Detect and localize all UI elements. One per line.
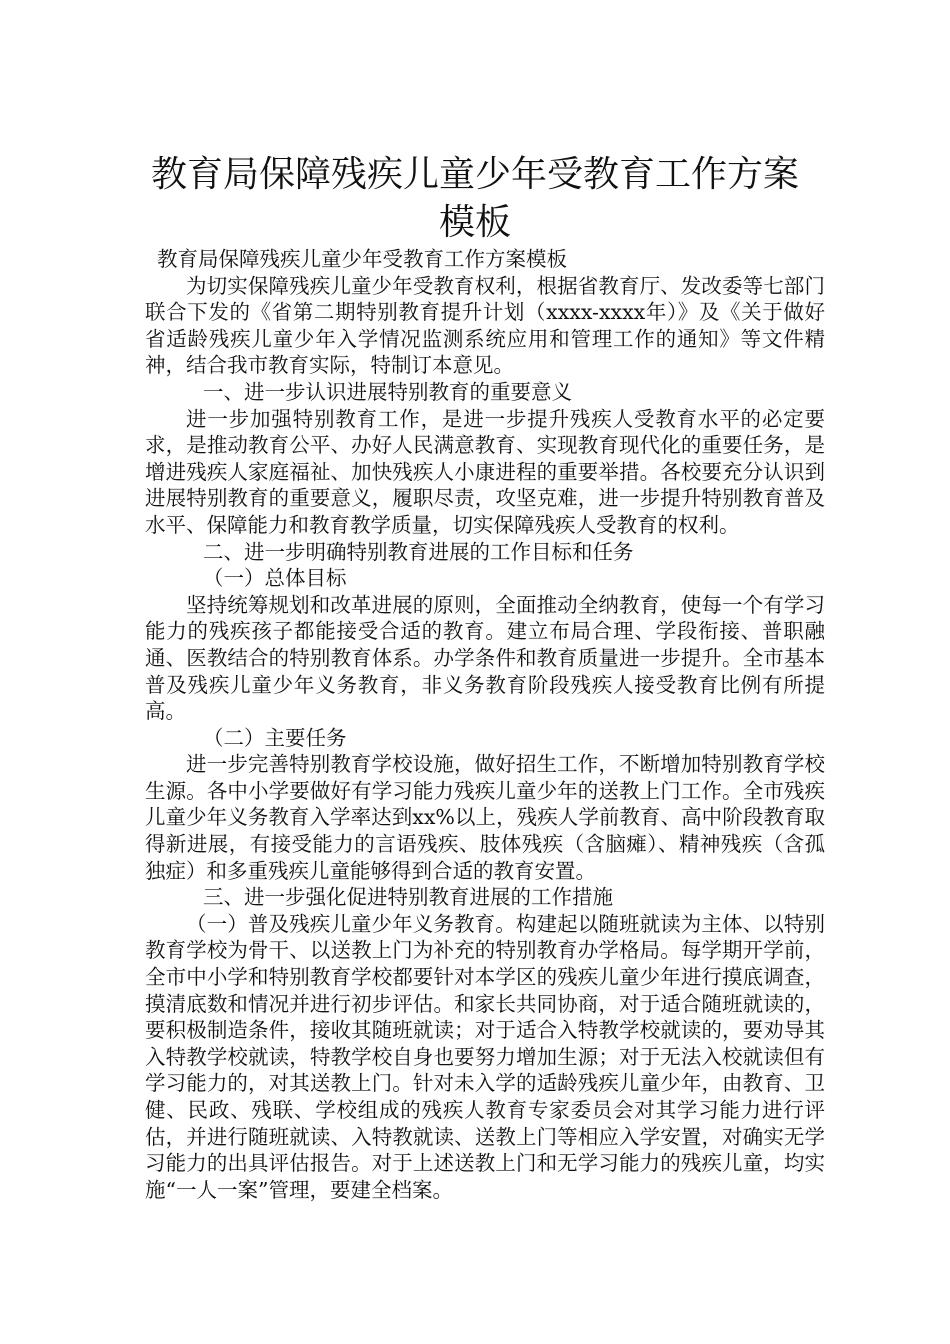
intro-paragraph: 为切实保障残疾儿童少年受教育权利，根据省教育厅、发改委等七部门联合下发的《省第二期特别教育提升计划（xxxx-xxxx年）》及《关于做好省适龄残疾儿童少年入学情况监测系统应用和管理工作的通知》等文件精神，结合我市教育实际，特制订本意见。 bbox=[145, 273, 825, 378]
document-body bbox=[145, 246, 825, 1203]
title-line-1: 教育局保障残疾儿童少年受教育工作方案 bbox=[150, 154, 799, 196]
section-heading-1: 一、进一步认识进展特别教育的重要意义 bbox=[203, 379, 572, 404]
section-3-1-paragraph: （一）普及残疾儿童少年义务教育。构建起以随班就读为主体、以特别教育学校为骨干、以送教上门为补充的特别教育办学格局。每学期开学前，全市中小学和特别教育学校都要针对本学区的残疾儿童少年进行摸底调查，摸清底数和情况并进行初步评估。和家长共同协商，对于适合随班就读的，要积极制造条件，接收其随班就读；对于适合入特教学校就读的，要劝导其入特教学校就读，特教学校自身也要努力增加生源；对于无法入校就读但有学习能力的，对其送教上门。针对未入学的适龄残疾儿童少年，由教育、卫健、民政、残联、学校组成的残疾人教育专家委员会对其学习能力进行评估，并进行随班就读、入特教就读、送教上门等相应入学安置，对确实无学习能力的出具评估报告。对于上述送教上门和无学习能力的残疾儿童，均实施“一人一案”管理，要建全档案。 bbox=[145, 911, 825, 1202]
document-title bbox=[90, 151, 860, 247]
subsection-2-2-paragraph: 进一步完善特别教育学校设施，做好招生工作，不断增加特别教育学校生源。各中小学要做好有学习能力残疾儿童少年的送教上门工作。全市残疾儿童少年义务教育入学率达到xx%以上，残疾人学前教育、高中阶段教育取得新进展，有接受能力的言语残疾、肢体残疾（含脑瘫）、精神残疾（含孤独症）和多重残疾儿童能够得到合适的教育安置。 bbox=[145, 752, 825, 883]
section-heading-2: 二、进一步明确特别教育进展的工作目标和任务 bbox=[203, 539, 634, 564]
document-subtitle: 教育局保障残疾儿童少年受教育工作方案模板 bbox=[157, 247, 567, 271]
section-heading-3: 三、进一步强化促进特别教育进展的工作措施 bbox=[203, 885, 613, 910]
subsection-heading-2-1: （一）总体目标 bbox=[203, 566, 347, 591]
subsection-heading-2-2: （二）主要任务 bbox=[203, 725, 347, 750]
section-1-paragraph: 进一步加强特别教育工作，是进一步提升残疾人受教育水平的必定要求，是推动教育公平、办好人民满意教育、实现教育现代化的重要任务，是增进残疾人家庭福祉、加快残疾人小康进程的重要举措。各校要充分认识到进展特别教育的重要意义，履职尽责，攻坚克难，进一步提升特别教育普及水平、保障能力和教育教学质量，切实保障残疾人受教育的权利。 bbox=[145, 406, 825, 537]
title-line-2: 模板 bbox=[438, 202, 511, 244]
subsection-2-1-paragraph: 坚持统筹规划和改革进展的原则，全面推动全纳教育，使每一个有学习能力的残疾孩子都能接受合适的教育。建立布局合理、学段衔接、普职融通、医教结合的特别教育体系。办学条件和教育质量进一步提升。全市基本普及残疾儿童少年义务教育，非义务教育阶段残疾人接受教育比例有所提高。 bbox=[145, 592, 825, 724]
